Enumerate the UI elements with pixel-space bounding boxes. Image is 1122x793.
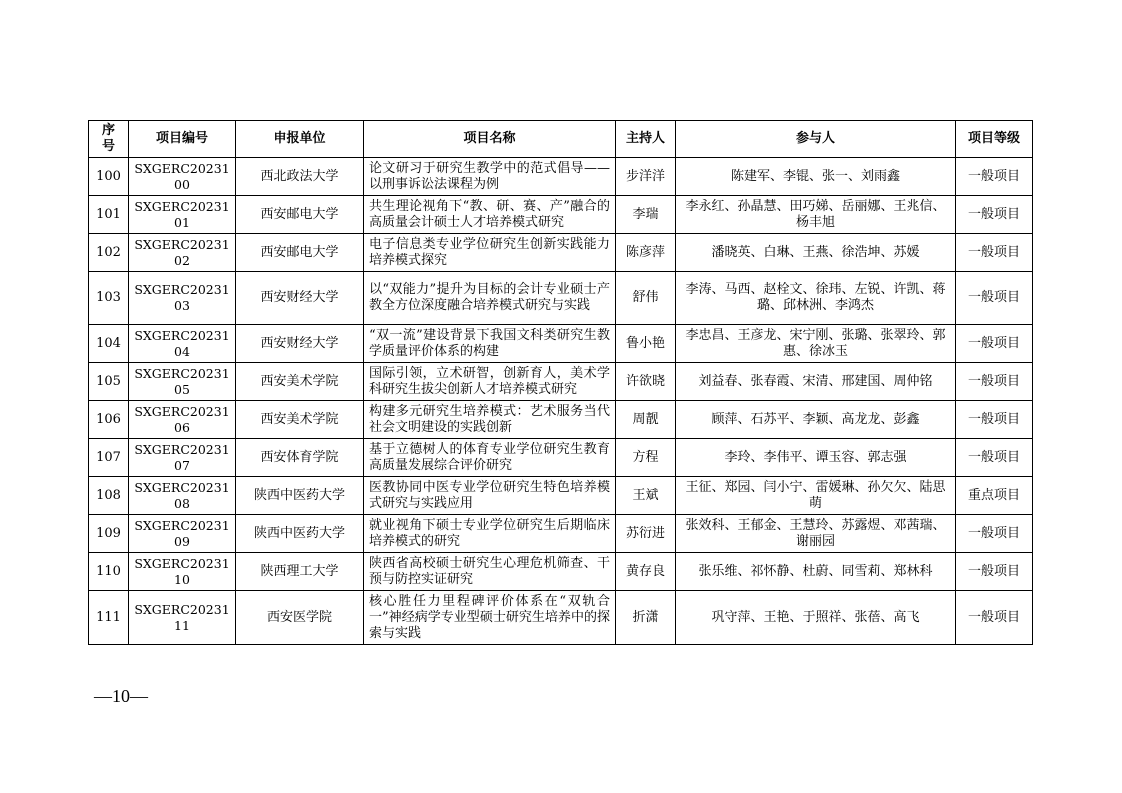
header-unit: 申报单位 <box>236 121 364 158</box>
header-host: 主持人 <box>616 121 676 158</box>
cell-seq: 106 <box>89 401 129 439</box>
cell-members: 李涛、马西、赵栓文、徐玮、左锐、许凯、蒋璐、邱林洲、李鸿杰 <box>676 272 956 325</box>
cell-host: 李瑞 <box>616 196 676 234</box>
cell-code: SXGERC2023109 <box>129 515 236 553</box>
cell-unit: 陕西理工大学 <box>236 553 364 591</box>
table-row <box>89 553 1033 591</box>
cell-seq: 103 <box>89 272 129 325</box>
cell-seq: 102 <box>89 234 129 272</box>
cell-members: 李玲、李伟平、谭玉容、郭志强 <box>676 439 956 477</box>
cell-members: 王征、郑园、闫小宁、雷媛琳、孙欠欠、陆思萌 <box>676 477 956 515</box>
cell-unit: 陕西中医药大学 <box>236 477 364 515</box>
cell-code: SXGERC2023103 <box>129 272 236 325</box>
cell-level: 一般项目 <box>956 272 1033 325</box>
cell-seq: 105 <box>89 363 129 401</box>
cell-code: SXGERC2023108 <box>129 477 236 515</box>
cell-name: 论文研习于研究生教学中的范式倡导——以刑事诉讼法课程为例 <box>364 158 616 196</box>
table-row <box>89 272 1033 325</box>
cell-members: 李永红、孙晶慧、田巧娣、岳丽娜、王兆信、杨丰旭 <box>676 196 956 234</box>
cell-host: 黄存良 <box>616 553 676 591</box>
cell-host: 舒伟 <box>616 272 676 325</box>
table-row <box>89 196 1033 234</box>
cell-code: SXGERC2023111 <box>129 591 236 645</box>
cell-code: SXGERC2023106 <box>129 401 236 439</box>
cell-host: 鲁小艳 <box>616 325 676 363</box>
cell-seq: 107 <box>89 439 129 477</box>
cell-level: 一般项目 <box>956 401 1033 439</box>
cell-unit: 西安体育学院 <box>236 439 364 477</box>
table-row <box>89 591 1033 645</box>
cell-name: 构建多元研究生培养模式：艺术服务当代社会文明建设的实践创新 <box>364 401 616 439</box>
header-members: 参与人 <box>676 121 956 158</box>
cell-level: 一般项目 <box>956 234 1033 272</box>
header-name: 项目名称 <box>364 121 616 158</box>
cell-host: 步洋洋 <box>616 158 676 196</box>
cell-unit: 西安美术学院 <box>236 401 364 439</box>
cell-host: 折潇 <box>616 591 676 645</box>
project-table <box>88 120 1033 645</box>
cell-code: SXGERC2023101 <box>129 196 236 234</box>
cell-unit: 西安财经大学 <box>236 325 364 363</box>
table-row <box>89 363 1033 401</box>
table-row <box>89 515 1033 553</box>
cell-seq: 110 <box>89 553 129 591</box>
cell-unit: 西安美术学院 <box>236 363 364 401</box>
cell-seq: 104 <box>89 325 129 363</box>
cell-name: 就业视角下硕士专业学位研究生后期临床培养模式的研究 <box>364 515 616 553</box>
cell-host: 方程 <box>616 439 676 477</box>
header-seq: 序 号 <box>89 121 129 158</box>
cell-members: 陈建军、李锟、张一、刘雨鑫 <box>676 158 956 196</box>
cell-members: 李忠昌、王彦龙、宋宁刚、张璐、张翠玲、郭惠、徐冰玉 <box>676 325 956 363</box>
cell-members: 刘益春、张春霞、宋清、邢建国、周仲铭 <box>676 363 956 401</box>
cell-level: 重点项目 <box>956 477 1033 515</box>
cell-unit: 西安邮电大学 <box>236 234 364 272</box>
cell-unit: 陕西中医药大学 <box>236 515 364 553</box>
table-row <box>89 439 1033 477</box>
cell-host: 许欲晓 <box>616 363 676 401</box>
cell-unit: 西安邮电大学 <box>236 196 364 234</box>
cell-members: 张效科、王郁金、王慧玲、苏露煜、邓茜瑞、谢丽园 <box>676 515 956 553</box>
cell-name: 核心胜任力里程碑评价体系在“双轨合一”神经病学专业型硕士研究生培养中的探索与实践 <box>364 591 616 645</box>
cell-name: “双一流”建设背景下我国文科类研究生教学质量评价体系的构建 <box>364 325 616 363</box>
cell-level: 一般项目 <box>956 363 1033 401</box>
cell-name: 电子信息类专业学位研究生创新实践能力培养模式探究 <box>364 234 616 272</box>
table-row <box>89 477 1033 515</box>
cell-host: 苏衍进 <box>616 515 676 553</box>
cell-seq: 111 <box>89 591 129 645</box>
cell-unit: 西北政法大学 <box>236 158 364 196</box>
cell-level: 一般项目 <box>956 553 1033 591</box>
table-header-row <box>89 121 1033 158</box>
cell-level: 一般项目 <box>956 158 1033 196</box>
cell-level: 一般项目 <box>956 591 1033 645</box>
cell-level: 一般项目 <box>956 515 1033 553</box>
table-row <box>89 325 1033 363</box>
cell-name: 以“双能力”提升为目标的会计专业硕士产教全方位深度融合培养模式研究与实践 <box>364 272 616 325</box>
cell-code: SXGERC2023100 <box>129 158 236 196</box>
header-level: 项目等级 <box>956 121 1033 158</box>
cell-seq: 101 <box>89 196 129 234</box>
cell-name: 国际引领，立术研智，创新育人，美术学科研究生拔尖创新人才培养模式研究 <box>364 363 616 401</box>
cell-unit: 西安财经大学 <box>236 272 364 325</box>
page-number: —10— <box>94 686 148 706</box>
cell-members: 顾萍、石苏平、李颖、高龙龙、彭鑫 <box>676 401 956 439</box>
table-row <box>89 158 1033 196</box>
cell-seq: 108 <box>89 477 129 515</box>
cell-members: 巩守萍、王艳、于照祥、张蓓、高飞 <box>676 591 956 645</box>
cell-host: 周靓 <box>616 401 676 439</box>
cell-name: 共生理论视角下“教、研、赛、产”融合的高质量会计硕士人才培养模式研究 <box>364 196 616 234</box>
cell-name: 基于立德树人的体育专业学位研究生教育高质量发展综合评价研究 <box>364 439 616 477</box>
cell-code: SXGERC2023102 <box>129 234 236 272</box>
cell-name: 医教协同中医专业学位研究生特色培养模式研究与实践应用 <box>364 477 616 515</box>
cell-host: 王斌 <box>616 477 676 515</box>
cell-name: 陕西省高校硕士研究生心理危机筛查、干预与防控实证研究 <box>364 553 616 591</box>
cell-members: 张乐维、祁怀静、杜蔚、同雪莉、郑林科 <box>676 553 956 591</box>
header-code: 项目编号 <box>129 121 236 158</box>
cell-code: SXGERC2023107 <box>129 439 236 477</box>
cell-code: SXGERC2023110 <box>129 553 236 591</box>
table-row <box>89 234 1033 272</box>
cell-level: 一般项目 <box>956 196 1033 234</box>
cell-members: 潘晓英、白琳、王燕、徐浩坤、苏媛 <box>676 234 956 272</box>
cell-level: 一般项目 <box>956 439 1033 477</box>
cell-seq: 109 <box>89 515 129 553</box>
table-row <box>89 401 1033 439</box>
cell-unit: 西安医学院 <box>236 591 364 645</box>
cell-seq: 100 <box>89 158 129 196</box>
cell-host: 陈彦萍 <box>616 234 676 272</box>
cell-level: 一般项目 <box>956 325 1033 363</box>
cell-code: SXGERC2023104 <box>129 325 236 363</box>
cell-code: SXGERC2023105 <box>129 363 236 401</box>
